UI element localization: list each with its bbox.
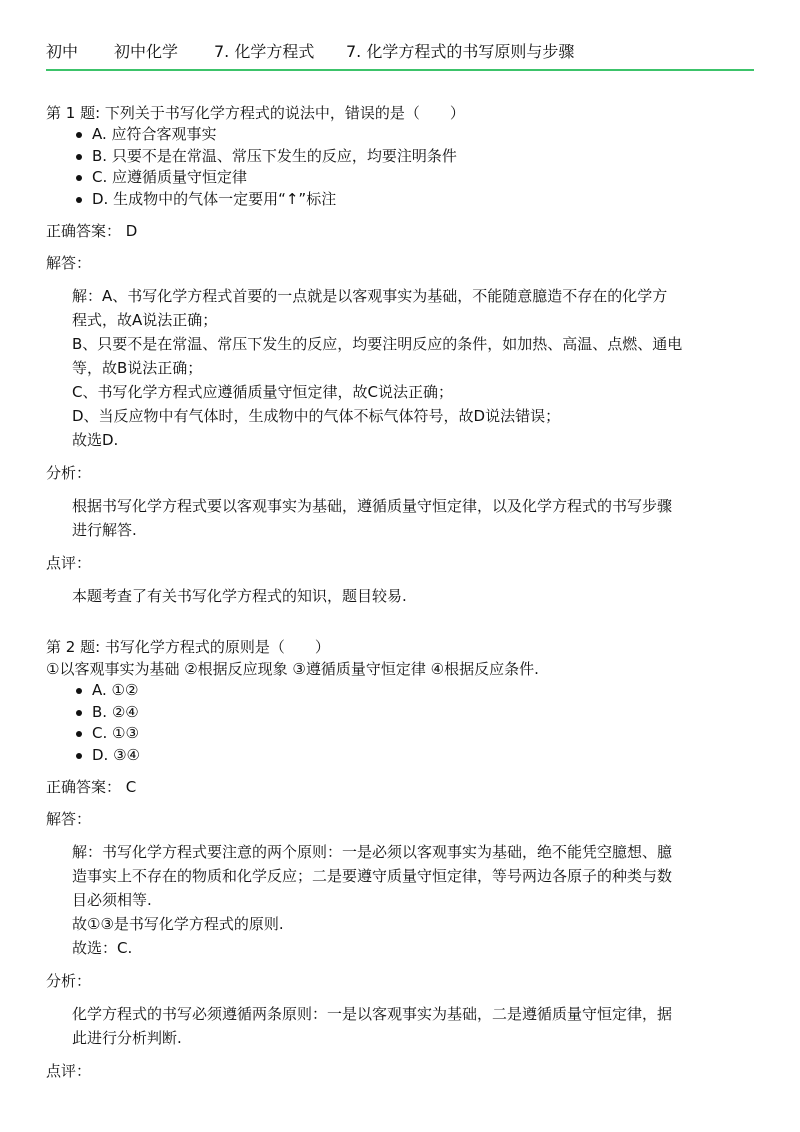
option-b: B. 只要不是在常温、常压下发生的反应，均要注明条件 (46, 146, 754, 168)
solution-line: 程式，故A说法正确； (72, 311, 218, 329)
solution-text (46, 284, 754, 452)
solution-label: 解答： (46, 254, 92, 272)
question-title: 第 2 题: 书写化学方程式的原则是（ ） (46, 638, 330, 656)
solution-line: D、当反应物中有气体时，生成物中的气体不标气体符号，故D说法错误； (72, 407, 561, 425)
comment-label: 点评： (46, 1062, 92, 1080)
solution-line: 故①③是书写化学方程式的原则. (72, 915, 284, 933)
solution-line: 解：A、书写化学方程式首要的一点就是以客观事实为基础，不能随意臆造不存在的化学方 (72, 287, 668, 305)
breadcrumb-section[interactable]: 7. 化学方程式的书写原则与步骤 (346, 42, 575, 61)
solution-line: C、书写化学方程式应遵循质量守恒定律，故C说法正确； (72, 383, 453, 401)
answer-value: D (125, 222, 138, 240)
option-list (46, 680, 754, 766)
solution-line: 故选：C. (72, 939, 133, 957)
answer-label: 正确答案： (46, 222, 122, 240)
comment-line: 本题考查了有关书写化学方程式的知识，题目较易. (72, 587, 407, 605)
solution-line: 故选D. (72, 431, 119, 449)
answer-value: C (125, 778, 137, 796)
analysis-label: 分析： (46, 464, 92, 482)
question-separator (46, 608, 754, 636)
option-b: B. ②④ (46, 702, 754, 724)
question-2 (46, 636, 754, 1082)
solution-text (46, 840, 754, 960)
analysis-label: 分析： (46, 972, 92, 990)
comment-text (46, 584, 754, 608)
analysis-line: 化学方程式的书写必须遵循两条原则：一是以客观事实为基础，二是遵循质量守恒定律，据 (72, 1005, 673, 1023)
analysis-text (46, 1002, 754, 1050)
comment-label: 点评： (46, 554, 92, 572)
option-c: C. 应遵循质量守恒定律 (46, 167, 754, 189)
question-title: 第 1 题: 下列关于书写化学方程式的说法中，错误的是（ ） (46, 104, 465, 122)
option-d: D. 生成物中的气体一定要用“↑”标注 (46, 189, 754, 211)
question-stem: ①以客观事实为基础 ②根据反应现象 ③遵循质量守恒定律 ④根据反应条件. (46, 660, 539, 678)
solution-line: 目必须相等. (72, 891, 152, 909)
correct-answer (46, 220, 754, 242)
analysis-text (46, 494, 754, 542)
answer-label: 正确答案： (46, 778, 122, 796)
breadcrumb-subject[interactable]: 初中化学 (114, 42, 179, 61)
option-c: C. ①③ (46, 723, 754, 745)
option-list (46, 124, 754, 210)
breadcrumb-chapter[interactable]: 7. 化学方程式 (214, 42, 315, 61)
option-a: A. 应符合客观事实 (46, 124, 754, 146)
option-d: D. ③④ (46, 745, 754, 767)
header-divider (46, 69, 754, 71)
question-list (46, 102, 754, 1082)
solution-label: 解答： (46, 810, 92, 828)
question-1 (46, 102, 754, 608)
analysis-line: 进行解答. (72, 521, 137, 539)
breadcrumb-level[interactable]: 初中 (46, 42, 79, 61)
breadcrumb (46, 39, 754, 62)
solution-line: 等，故B说法正确； (72, 359, 203, 377)
option-a: A. ①② (46, 680, 754, 702)
solution-line: B、只要不是在常温、常压下发生的反应，均要注明反应的条件，如加热、高温、点燃、通电 (72, 335, 683, 353)
analysis-line: 根据书写化学方程式要以客观事实为基础，遵循质量守恒定律，以及化学方程式的书写步骤 (72, 497, 673, 515)
correct-answer (46, 776, 754, 798)
solution-line: 造事实上不存在的物质和化学反应；二是要遵守质量守恒定律，等号两边各原子的种类与数 (72, 867, 673, 885)
solution-line: 解：书写化学方程式要注意的两个原则：一是必须以客观事实为基础，绝不能凭空臆想、臆 (72, 843, 673, 861)
analysis-line: 此进行分析判断. (72, 1029, 182, 1047)
